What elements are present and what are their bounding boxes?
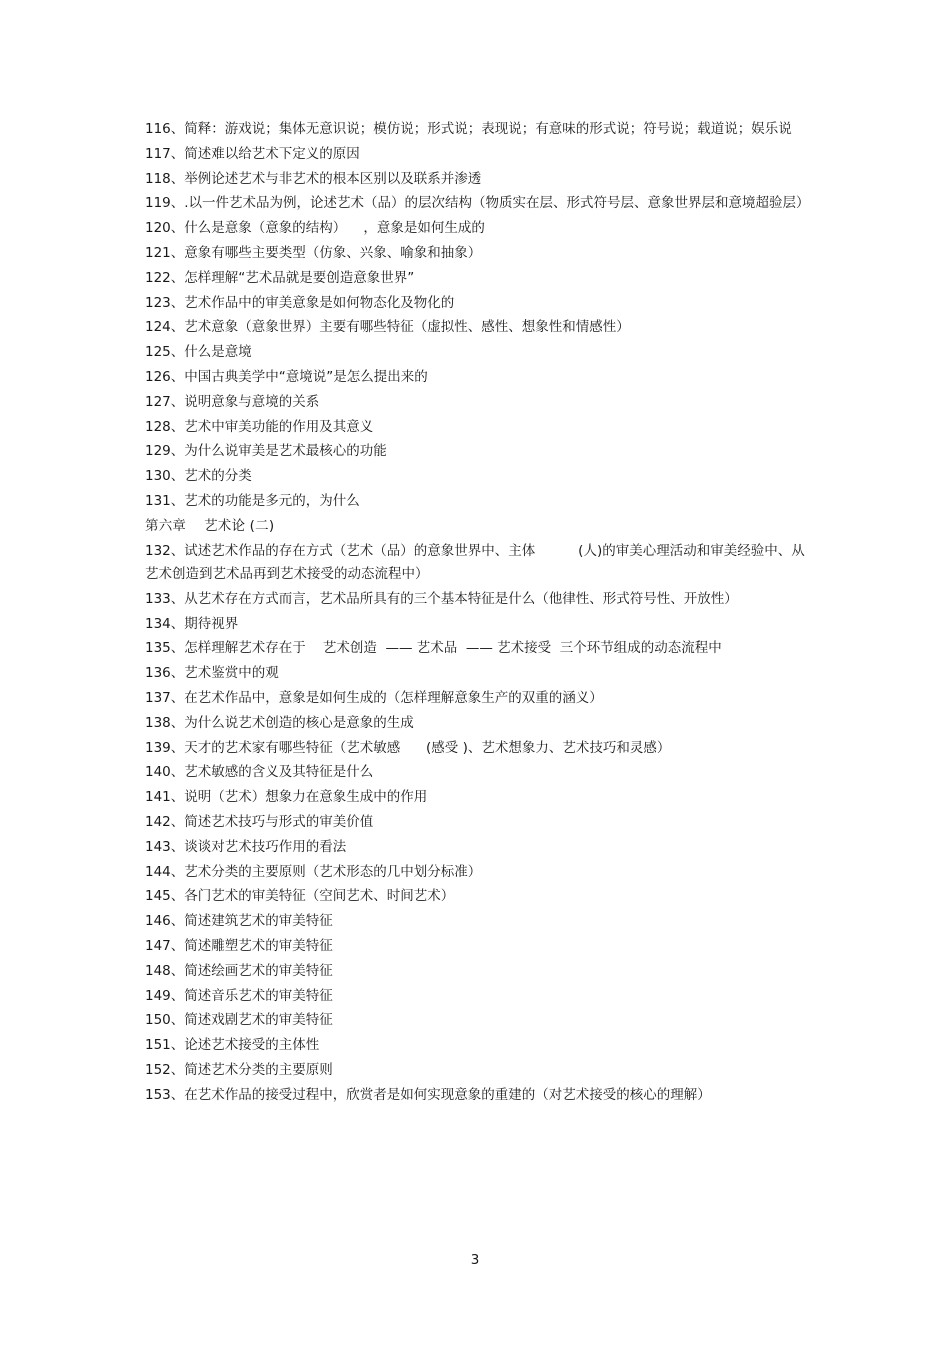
- page-number: 3: [470, 1252, 480, 1268]
- list-item: 129、为什么说审美是艺术最核心的功能: [145, 443, 387, 460]
- list-item: 123、艺术作品中的审美意象是如何物态化及物化的: [145, 294, 455, 311]
- list-item: 117、简述难以给艺术下定义的原因: [145, 145, 360, 162]
- list-item: 148、简述绘画艺术的审美特征: [145, 962, 333, 979]
- chapter-heading: 第六章 艺术论 (二): [145, 517, 275, 534]
- list-item: 147、简述雕塑艺术的审美特征: [145, 938, 333, 954]
- list-item: 134、期待视界: [145, 615, 239, 632]
- list-item: 130、艺术的分类: [145, 468, 252, 485]
- list-item: 143、谈谈对艺术技巧作用的看法: [145, 838, 347, 855]
- list-item: 139、天才的艺术家有哪些特征（艺术敏感 (感受 )、艺术想象力、艺术技巧和灵感）: [145, 739, 671, 756]
- list-item: 145、各门艺术的审美特征（空间艺术、时间艺术）: [145, 888, 455, 905]
- list-item: 132、试述艺术作品的存在方式（艺术（品）的意象世界中、主体 (人)的审美心理活动和审美经验中、从艺术创造到艺术品再到艺术接受的动态流程中）: [145, 542, 805, 583]
- list-item: 124、艺术意象（意象世界）主要有哪些特征（虚拟性、感性、想象性和情感性）: [145, 319, 630, 336]
- list-item: 122、怎样理解“艺术品就是要创造意象世界”: [145, 269, 415, 286]
- list-item: 144、艺术分类的主要原则（艺术形态的几中划分标准）: [145, 863, 482, 880]
- list-item: 121、意象有哪些主要类型（仿象、兴象、喻象和抽象）: [145, 244, 482, 261]
- list-item: 118、举例论述艺术与非艺术的根本区别以及联系并渗透: [145, 170, 482, 187]
- list-item: 127、说明意象与意境的关系: [145, 393, 320, 410]
- list-item: 119、.以一件艺术品为例，论述艺术（品）的层次结构（物质实在层、形式符号层、意象世界层和意境超验层）: [145, 195, 810, 212]
- list-item: 120、什么是意象（意象的结构） ，意象是如何生成的: [145, 220, 485, 237]
- list-item: 135、怎样理解艺术存在于 艺术创造 —— 艺术品 —— 艺术接受 三个环节组成的动态流程中: [145, 640, 722, 657]
- list-item: 153、在艺术作品的接受过程中，欣赏者是如何实现意象的重建的（对艺术接受的核心的理解）: [145, 1086, 711, 1103]
- list-item: 116、简释：游戏说；集体无意识说；模仿说；形式说；表现说；有意味的形式说；符号说；载道说；娱乐说: [145, 121, 792, 137]
- list-item: 146、简述建筑艺术的审美特征: [145, 913, 333, 930]
- list-item: 141、说明（艺术）想象力在意象生成中的作用: [145, 789, 428, 806]
- list-item: 131、艺术的功能是多元的，为什么: [145, 492, 360, 509]
- list-item: 138、为什么说艺术创造的核心是意象的生成: [145, 714, 414, 731]
- list-item: 151、论述艺术接受的主体性: [145, 1037, 320, 1054]
- list-item: 136、艺术鉴赏中的观: [145, 665, 279, 682]
- list-item: 150、简述戏剧艺术的审美特征: [145, 1012, 333, 1029]
- list-item: 149、简述音乐艺术的审美特征: [145, 987, 333, 1004]
- list-item: 126、中国古典美学中“意境说”是怎么提出来的: [145, 368, 428, 385]
- list-item: 152、简述艺术分类的主要原则: [145, 1061, 333, 1078]
- question-list: [145, 118, 810, 1109]
- list-item: 137、在艺术作品中，意象是如何生成的（怎样理解意象生产的双重的涵义）: [145, 690, 603, 707]
- list-item: 133、从艺术存在方式而言，艺术品所具有的三个基本特征是什么（他律性、形式符号性、开放性）: [145, 590, 738, 607]
- list-item: 128、艺术中审美功能的作用及其意义: [145, 418, 374, 435]
- list-item: 125、什么是意境: [145, 344, 252, 361]
- list-item: 142、简述艺术技巧与形式的审美价值: [145, 814, 374, 831]
- list-item: 140、艺术敏感的含义及其特征是什么: [145, 764, 374, 781]
